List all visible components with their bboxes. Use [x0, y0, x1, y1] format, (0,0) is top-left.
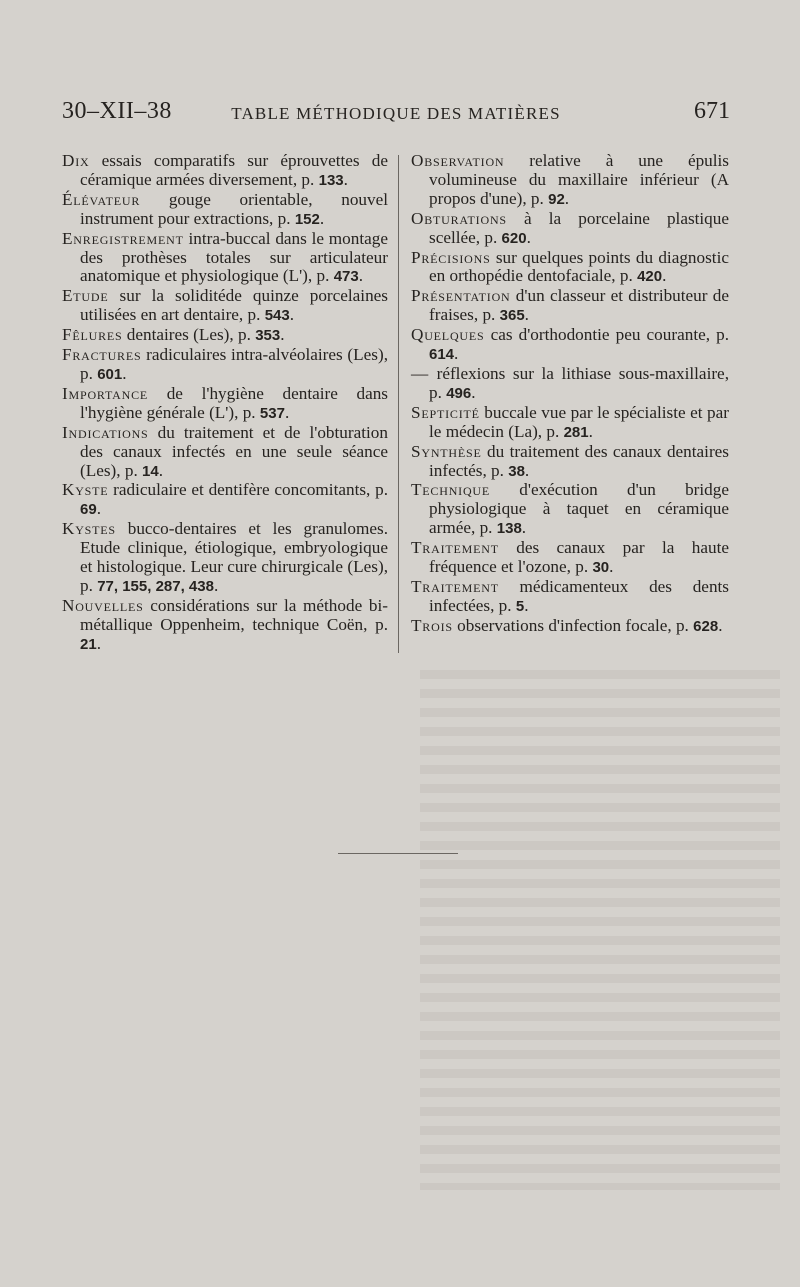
entry-heading: Dix [62, 151, 90, 170]
entry-end: . [122, 363, 127, 383]
index-entry [411, 210, 729, 249]
running-header [62, 98, 730, 132]
index-entry [62, 385, 388, 424]
index-entry [411, 578, 729, 617]
index-entry [62, 230, 388, 288]
left-column [62, 152, 388, 655]
entry-text: du traitement et de l'obturation des canaux infectés en une seule séance (Les), p. [80, 422, 388, 480]
index-entry [62, 520, 388, 597]
entry-heading: Obturations [411, 208, 507, 228]
entry-page-reference: 365 [499, 307, 525, 325]
entry-page-reference: 14 [142, 462, 159, 480]
entry-page-reference: 69 [80, 501, 97, 519]
entry-page-reference: 601 [97, 365, 123, 383]
entry-heading: Etude [62, 286, 109, 306]
entry-text: intra-buccal dans le montage des prothèses totales sur articulateur anatomique et physiologique (L'), p. [80, 228, 388, 286]
show-through-texture [420, 670, 780, 1190]
entry-text: considérations sur la méthode bi-métallique Oppenheim, technique Coën, p. [80, 595, 388, 634]
entry-page-reference: 21 [80, 635, 97, 653]
entry-end: . [588, 421, 593, 441]
entry-text: d'exécution d'un bridge physiologique à taquet en céramique armée, p. [429, 480, 729, 538]
header-title: TABLE MÉTHODIQUE DES MATIÈRES [231, 104, 561, 123]
entry-text: radiculaires intra-alvéolaires (Les), p. [80, 345, 388, 383]
entry-page-reference: 38 [508, 462, 525, 480]
entry-end: . [564, 188, 570, 208]
entry-end: . [213, 575, 219, 595]
entry-page-reference: 420 [637, 268, 663, 286]
entry-text: bucco-dentaires et les granulomes. Etude clinique, étiologique, embryologique et histologique. Leur cure chirurgicale (Les), p. [80, 519, 388, 595]
entry-page-reference: 77, 155, 287, 438 [97, 577, 214, 595]
entry-heading: Traitement [411, 576, 499, 596]
entry-text: du traitement des canaux dentaires infectés, p. [429, 441, 729, 480]
entry-text: médicamenteux des dents infectées, p. [429, 576, 729, 615]
entry-text: à la porcelaine plastique scellée, p. [429, 208, 729, 247]
entry-page-reference: 614 [429, 346, 455, 364]
entry-text: sur la soliditéde quinze porcelaines utilisées en art dentaire, p. [80, 286, 388, 325]
entry-page-reference: 152 [294, 210, 320, 228]
index-entry [411, 539, 729, 578]
entry-heading: Kystes [62, 519, 116, 539]
entry-heading: Trois [411, 615, 453, 635]
entry-heading: Kyste [62, 480, 109, 500]
index-entry [411, 404, 729, 443]
entry-heading: Élévateur [62, 189, 141, 209]
entry-text: buccale vue par le spécialiste et par le médecin (La), p. [429, 402, 729, 441]
entry-text: radiculaire et dentifère concomitants, p. [108, 480, 388, 500]
entry-end: . [718, 615, 723, 635]
entry-end: . [524, 305, 529, 325]
index-entry [62, 152, 388, 191]
entry-heading: Précisions [411, 247, 491, 267]
entry-page-reference: 138 [496, 520, 522, 538]
entry-heading: Enregistrement [62, 228, 184, 248]
entry-end: . [343, 169, 348, 189]
entry-end: . [158, 460, 164, 480]
entry-text: dentaires (Les), p. [122, 325, 256, 345]
index-entry [411, 365, 729, 404]
index-entry [62, 424, 388, 482]
entry-page-reference: 92 [548, 190, 565, 208]
entry-text: des canaux par la haute fréquence et l'ozone, p. [429, 538, 729, 577]
entry-heading: Technique [411, 480, 491, 500]
entry-end: . [280, 325, 285, 345]
entry-heading: Quelques [411, 325, 485, 345]
entry-end: . [284, 402, 290, 422]
index-entry [62, 287, 388, 326]
entry-text: de l'hygiène dentaire dans l'hygiène générale (L'), p. [80, 383, 388, 422]
index-entry [411, 287, 729, 326]
index-entry [411, 249, 729, 288]
entry-end: . [289, 305, 295, 325]
index-entry [411, 617, 729, 637]
header-page-number: 671 [694, 98, 730, 124]
entry-page-reference: 543 [264, 307, 290, 325]
entry-end: . [524, 595, 529, 615]
entry-page-reference: 133 [318, 171, 344, 189]
entry-heading: Observation [411, 151, 505, 170]
entry-end: . [521, 518, 527, 538]
entry-text: relative à une épulis volumineuse du maxillaire inférieur (A propos d'une), p. [429, 151, 729, 208]
entry-heading: Présentation [411, 286, 511, 306]
entry-heading: Fêlures [62, 325, 123, 345]
entry-heading: Traitement [411, 538, 499, 558]
entry-text: essais comparatifs sur éprouvettes de céramique armées diversement, p. [80, 151, 388, 189]
index-entry [62, 346, 388, 385]
index-entry [62, 326, 388, 346]
entry-text: gouge orientable, nouvel instrument pour extractions, p. [80, 189, 388, 228]
entry-end: . [96, 633, 101, 653]
entry-page-reference: 5 [515, 597, 525, 615]
entry-page-reference: 281 [563, 423, 589, 441]
column-divider [398, 155, 399, 653]
entry-page-reference: 620 [501, 229, 527, 247]
entry-end: . [609, 557, 614, 577]
entry-page-reference: 537 [259, 404, 285, 422]
entry-end: . [471, 382, 476, 402]
entry-end: . [319, 208, 325, 228]
entry-end: . [526, 227, 531, 247]
entry-text: d'un classeur et distributeur de fraises, p. [429, 286, 729, 325]
index-entry [62, 481, 388, 520]
entry-end: . [662, 266, 667, 286]
entry-page-reference: 473 [333, 268, 359, 286]
index-entry [411, 152, 729, 210]
entry-text: réflexions sur la lithiase sous-maxillaire, p. [429, 363, 729, 402]
entry-heading: Indications [62, 422, 149, 442]
header-date: 30–XII–38 [62, 98, 172, 124]
entry-heading: Septicité [411, 402, 480, 422]
entry-page-reference: 496 [446, 384, 472, 402]
entry-heading: Importance [62, 383, 149, 403]
entry-heading: Synthèse [411, 441, 482, 461]
entry-end: . [358, 266, 364, 286]
entry-end: . [96, 499, 101, 519]
entry-heading: Nouvelles [62, 595, 144, 615]
entry-page-reference: 628 [693, 617, 719, 635]
index-entry [411, 326, 729, 365]
entry-heading: — [411, 363, 429, 383]
entry-text: observations d'infection focale, p. [452, 615, 694, 635]
index-entry [411, 443, 729, 482]
entry-page-reference: 30 [592, 559, 610, 577]
right-column [411, 152, 729, 637]
entry-text: cas d'orthodontie peu courante, p. [484, 325, 729, 345]
entry-page-reference: 353 [255, 327, 281, 345]
entry-heading: Fractures [62, 345, 142, 365]
entry-end: . [524, 460, 530, 480]
entry-end: . [454, 344, 459, 364]
entry-text: sur quelques points du diagnostic en orthopédie dentofaciale, p. [429, 247, 729, 286]
index-entry [62, 191, 388, 230]
index-entry [62, 597, 388, 655]
index-entry [411, 481, 729, 539]
